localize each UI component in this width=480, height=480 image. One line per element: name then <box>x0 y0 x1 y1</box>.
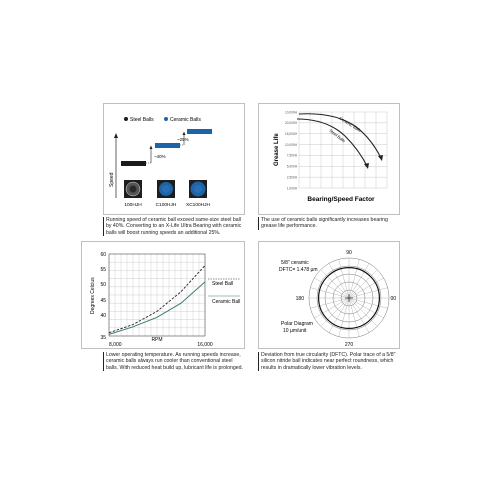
grease-life-panel <box>258 103 400 215</box>
polar-panel <box>258 241 400 349</box>
polar-caption: Deviation from true circularity (DFTC). Polar trace of a 5/8" silicon nitride ball indicates near perfect roundness, which results in dramatically lower vibration levels. <box>258 352 400 371</box>
bar-ceramic-xc100hjh <box>187 129 212 134</box>
legend-steel-label: Steel Balls <box>130 117 154 123</box>
polar-spoke <box>314 278 349 298</box>
polar-spoke <box>349 263 369 298</box>
speed-chart-panel <box>103 103 245 215</box>
bearing-speed-factor-label: Bearing/Speed Factor <box>307 196 375 203</box>
bearing-c100hjh-picture <box>157 180 175 198</box>
grease-series-ceramic-label: Ceramic Balls <box>338 115 363 133</box>
polar-spoke <box>329 263 349 298</box>
temperature-chart <box>82 242 244 348</box>
annotation-40: ~40% <box>154 154 166 159</box>
arrow-25-head <box>183 132 186 136</box>
temp-xtick-label-8000: 8,000 <box>109 342 122 348</box>
grease-curve-ceramic-arrow <box>378 155 383 161</box>
polar-spoke <box>349 298 384 318</box>
grease-life-axis-label: Grease Life <box>274 133 280 166</box>
legend-ceramic-label: Ceramic Balls <box>170 117 201 123</box>
polar-spoke <box>329 298 349 333</box>
speed-axis-label: Speed <box>109 172 115 187</box>
grease-ytick-label: 10,000H <box>284 110 297 115</box>
grease-ytick-label: 2,500H <box>286 175 297 180</box>
grease-ytick-label: 15,000H <box>284 132 297 137</box>
temp-ytick-label-40: 40 <box>100 313 106 319</box>
legend-steel-marker <box>124 117 128 121</box>
category-label-c100hjh: C100HJH <box>155 203 177 208</box>
temp-axis-label: Degrees Celcius <box>90 277 96 314</box>
polar-spoke <box>349 278 384 298</box>
speed-chart-caption: Running speed of ceramic ball exceed same-size steel ball by 40%. Converting to an X-Life Ultra Bearing with ceramic balls will boost running speeds an additional 25%. <box>103 217 245 236</box>
temp-ytick-label-45: 45 <box>100 298 106 304</box>
arrow-40-head <box>150 146 153 150</box>
polar-spoke <box>349 298 369 333</box>
polar-spoke <box>314 298 349 318</box>
polar-chart <box>259 242 399 348</box>
category-label-100hjh: 100HJH <box>124 203 142 208</box>
grease-ytick-labels <box>285 110 298 190</box>
grease-curve-steel-arrow <box>364 163 369 169</box>
grease-life-chart <box>259 104 399 214</box>
temp-xtick-label-16000: 16,000 <box>197 342 213 348</box>
temp-ytick-label-60: 60 <box>100 252 106 258</box>
polar-angle-270: 270 <box>344 342 354 348</box>
category-label-xc100hjh: XC100HJH <box>186 203 210 208</box>
polar-diagram-label-line2: 10 µm/unit <box>283 328 307 334</box>
bar-ceramic-c100hjh <box>155 143 180 148</box>
grease-life-caption: The use of ceramic balls significantly increases bearing grease life performance. <box>258 217 400 230</box>
annotation-25: ~25% <box>177 137 189 142</box>
grease-series-steel-label: Steel Balls <box>328 127 347 144</box>
grease-ytick-label: 5,000H <box>286 164 297 169</box>
temp-series-ceramic-label: Ceramic Ball <box>212 299 241 305</box>
bearing-xc100hjh-picture <box>189 180 207 198</box>
speed-chart <box>104 104 244 214</box>
temp-series-steel-label: Steel Ball <box>212 281 234 287</box>
temp-ytick-label-50: 50 <box>100 282 106 288</box>
grease-ytick-label: 20,000H <box>284 121 297 126</box>
polar-angle-00: 00 <box>390 296 396 302</box>
bar-steel-100hjh <box>121 161 146 166</box>
temperature-caption: Lower operating temperature. As running speeds increase, ceramic balls always run cooler than conventional steel balls. With reduced heat build up, lubricant life is prolonged. <box>103 352 245 371</box>
temp-xlabel: RPM <box>151 337 163 343</box>
polar-spoke <box>321 298 349 326</box>
speed-axis-arrow <box>114 133 118 138</box>
grease-grid <box>299 112 387 188</box>
polar-spoke <box>321 270 349 298</box>
grease-ytick-label: 10,000H <box>284 142 297 147</box>
polar-spoke <box>349 270 377 298</box>
legend-ceramic-marker <box>164 117 168 121</box>
temp-ytick-label-35: 35 <box>100 335 106 341</box>
temp-ytick-label-55: 55 <box>100 267 106 273</box>
grease-ytick-label: 7,500H <box>286 153 297 158</box>
polar-annotation-line2: DFTC= 1.478 µm <box>279 267 318 273</box>
polar-angle-90: 90 <box>346 250 352 256</box>
polar-annotation-line1: 5/8" ceramic <box>281 260 309 266</box>
polar-spoke <box>349 298 377 326</box>
polar-angle-180: 180 <box>295 296 304 302</box>
polar-diagram-label-line1: Polar Diagram <box>281 321 313 327</box>
bearing-100hjh-picture <box>124 180 142 198</box>
temperature-panel <box>81 241 245 349</box>
grease-ytick-label: 1,000H <box>286 186 297 191</box>
